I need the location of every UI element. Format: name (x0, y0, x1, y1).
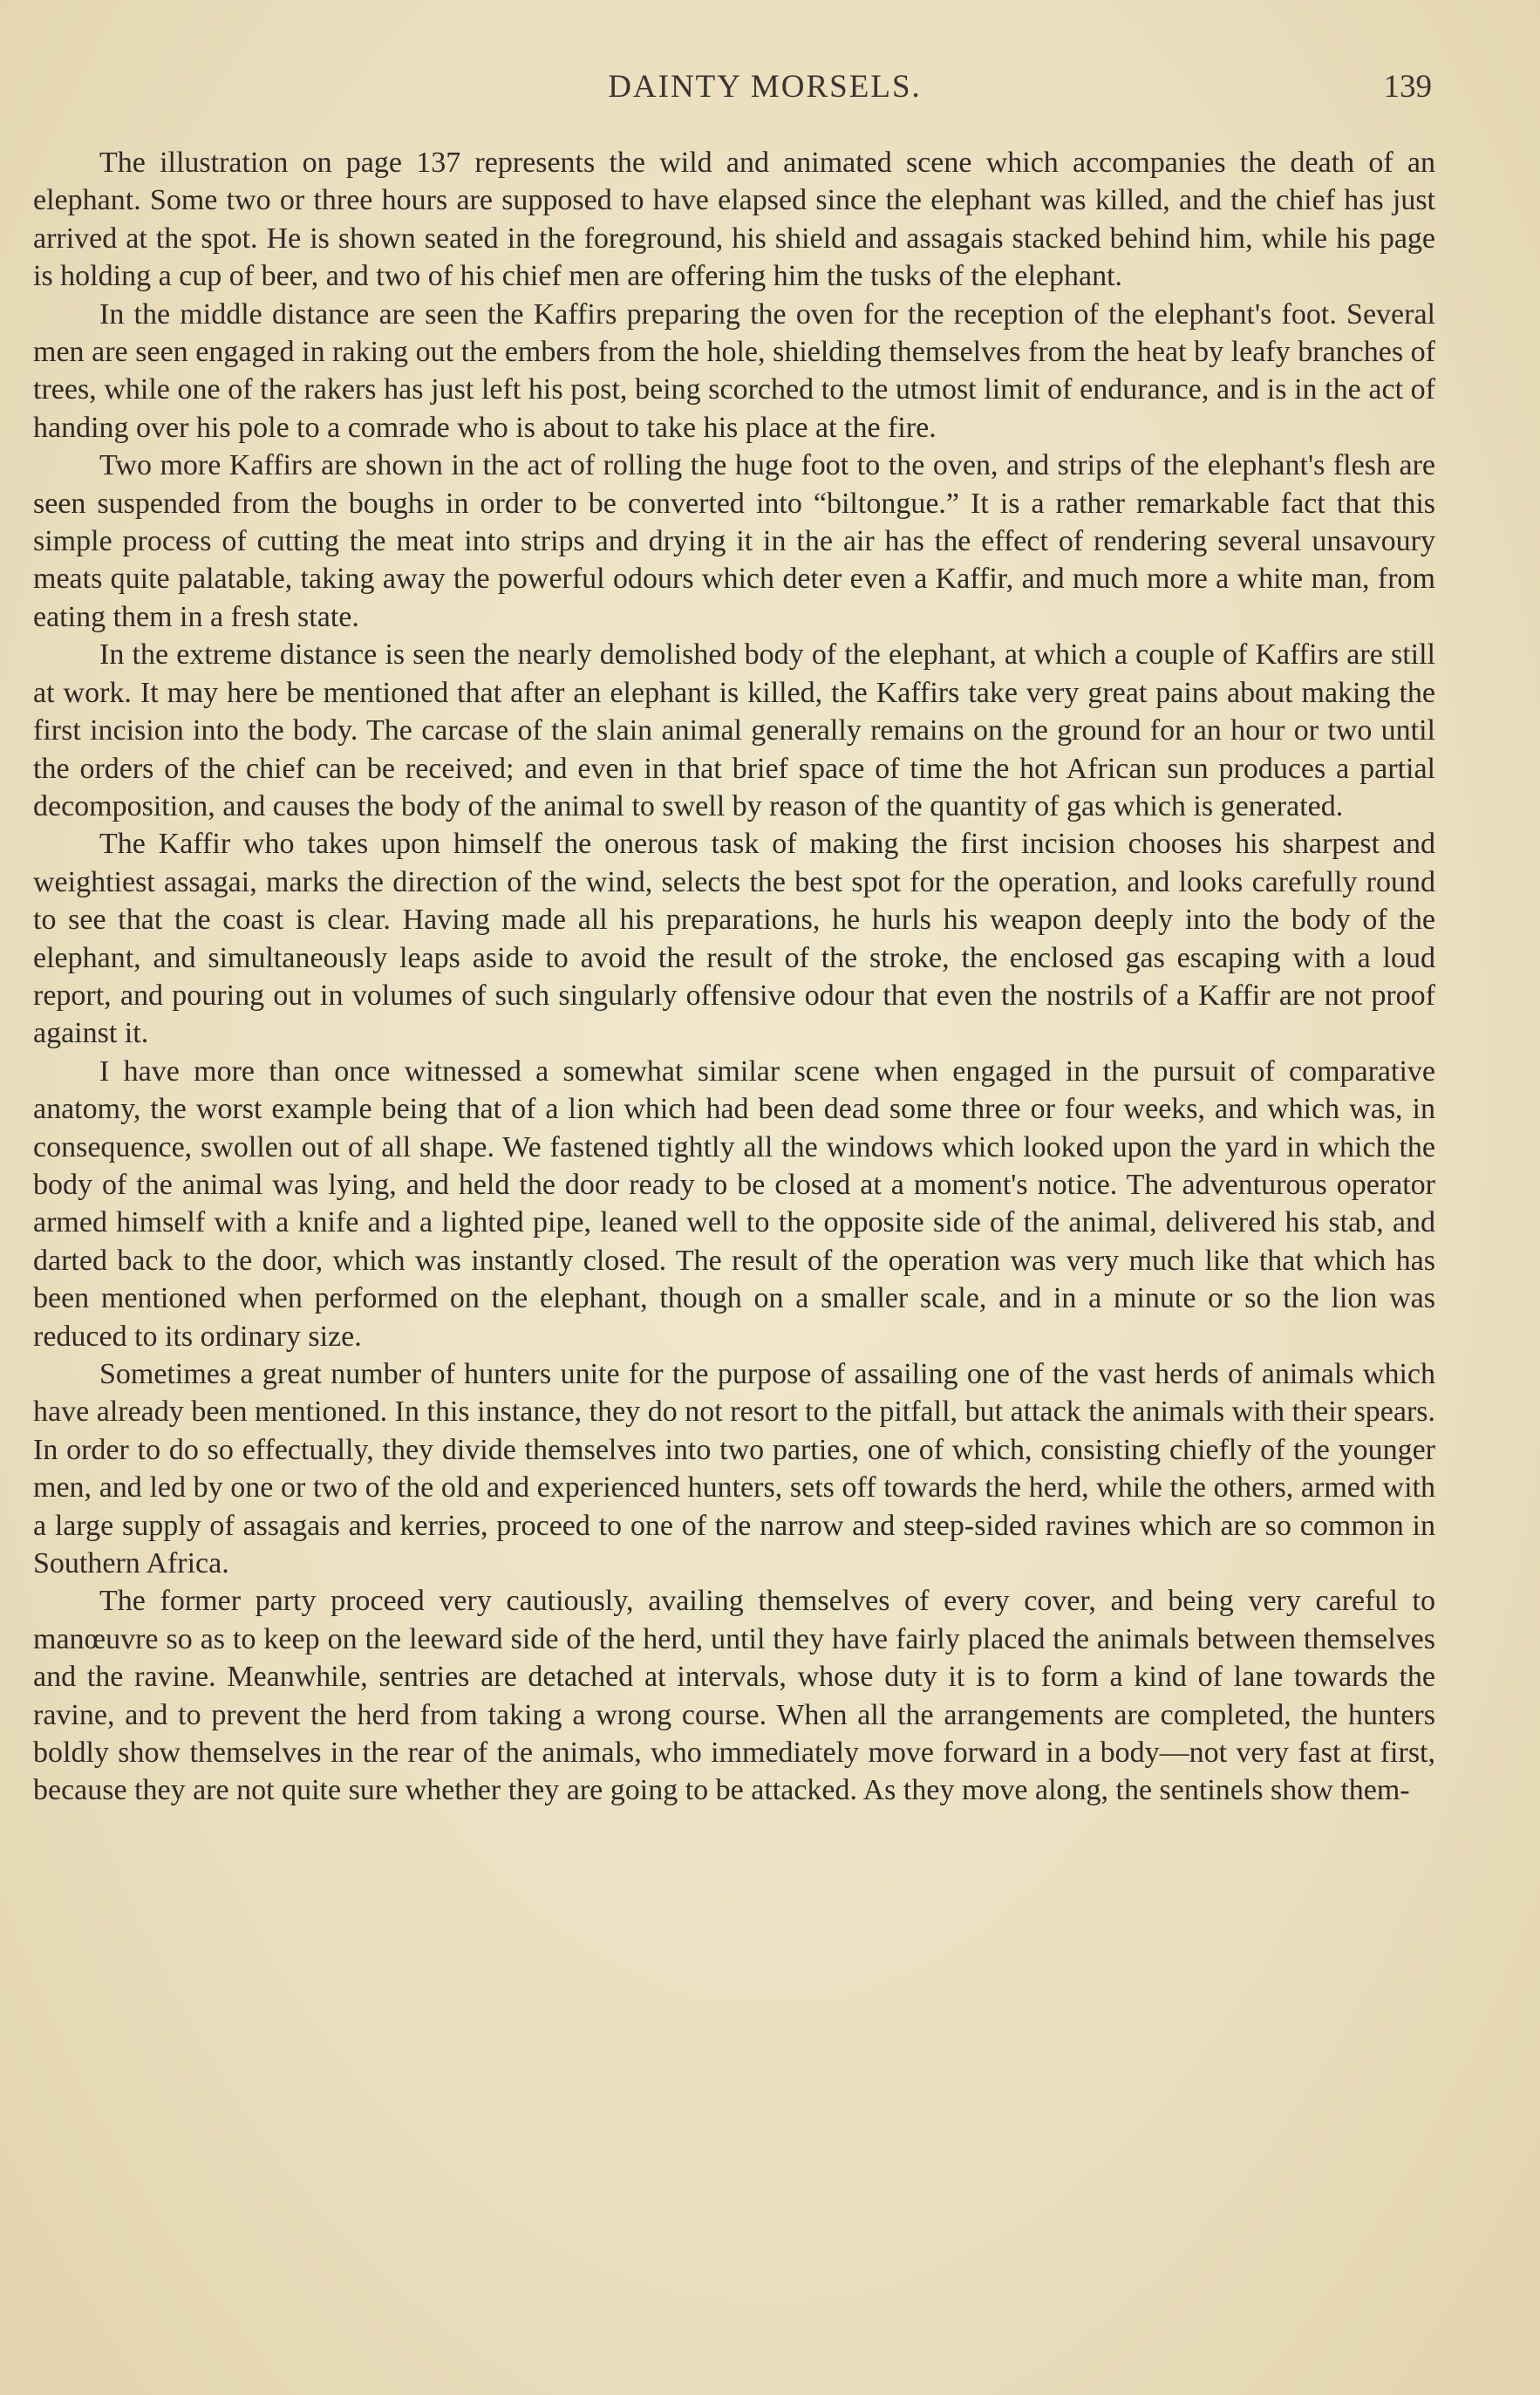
body-text (33, 144, 1435, 1810)
paragraph-2: In the middle distance are seen the Kaffirs preparing the oven for the reception of the elephant's foot. Several men are seen engaged in raking out the embers from the hole, shielding themselves from the heat by leafy branches of trees, while one of the rakers has just left his post, being scorched to the utmost limit of endurance, and is in the act of handing over his pole to a comrade who is about to take his place at the fire. (33, 297, 1435, 444)
paragraph-8: The former party proceed very cautiously, availing themselves of every cover, and being very careful to manœuvre so as to keep on the leeward side of the herd, until they have fairly placed the animals between themselves and the ravine. Meanwhile, sentries are detached at intervals, whose duty it is to form a kind of lane towards the ravine, and to prevent the herd from taking a wrong course. When all the arrangements are completed, the hunters boldly show themselves in the rear of the animals, who immediately move forward in a body—not very fast at first, because they are not quite sure whether they are going to be attacked. As they move along, the sentinels show them- (33, 1585, 1435, 1807)
running-head (98, 68, 1432, 117)
paragraph-4: In the extreme distance is seen the nearly demolished body of the elephant, at which a couple of Kaffirs are still at work. It may here be mentioned that after an elephant is killed, the Kaffirs take very great pains about making the first incision into the body. The carcase of the slain animal generally remains on the ground for an hour or two until the orders of the chief can be received; and even in that brief space of time the hot African sun produces a partial decomposition, and causes the body of the animal to swell by reason of the quantity of gas which is generated. (33, 638, 1435, 822)
paragraph-3: Two more Kaffirs are shown in the act of rolling the huge foot to the oven, and strips of the elephant's flesh are seen suspended from the boughs in order to be converted into “biltongue.” It is a rather remarkable fact that this simple process of cutting the meat into strips and drying it in the air has the effect of rendering several unsavoury meats quite palatable, taking away the powerful odours which deter even a Kaffir, and much more a white man, from eating them in a fresh state. (33, 449, 1435, 633)
page-number: 139 (1383, 69, 1432, 105)
paragraph-5: The Kaffir who takes upon himself the onerous task of making the first incision chooses his sharpest and weightiest assagai, marks the direction of the wind, selects the best spot for the operation, and looks carefully round to see that the coast is clear. Having made all his preparations, he hurls his weapon deeply into the body of the elephant, and simultaneously leaps aside to avoid the result of the stroke, the enclosed gas escaping with a loud report, and pouring out in volumes of such singularly offensive odour that even the nostrils of a Kaffir are not proof against it. (33, 828, 1435, 1050)
paragraph-6: I have more than once witnessed a somewhat similar scene when engaged in the pursuit of comparative anatomy, the worst example being that of a lion which had been dead some three or four weeks, and which was, in consequence, swollen out of all shape. We fastened tightly all the windows which looked upon the yard in which the body of the animal was lying, and held the door ready to be closed at a moment's notice. The adventurous operator armed himself with a knife and a lighted pipe, leaned well to the opposite side of the animal, delivered his stab, and darted back to the door, which was instantly closed. The result of the operation was very much like that which has been mentioned when performed on the elephant, though on a smaller scale, and in a minute or so the lion was reduced to its ordinary size. (33, 1054, 1435, 1353)
paragraph-7: Sometimes a great number of hunters unite for the purpose of assailing one of the vast herds of animals which have already been mentioned. In this instance, they do not resort to the pitfall, but attack the animals with their spears. In order to do so effectually, they divide themselves into two parties, one of which, consisting chiefly of the younger men, and led by one or two of the old and experienced hunters, sets off towards the herd, while the others, armed with a large supply of assagais and kerries, proceed to one of the narrow and steep-sided ravines which are so common in Southern Africa. (33, 1358, 1435, 1580)
running-title: DAINTY MORSELS. (608, 69, 922, 105)
paragraph-1: The illustration on page 137 represents the wild and animated scene which accompanies the death of an elephant. Some two or three hours are supposed to have elapsed since the elephant was killed, and the chief has just arrived at the spot. He is shown seated in the foreground, his shield and assagais stacked behind him, while his page is holding a cup of beer, and two of his chief men are offering him the tusks of the elephant. (33, 147, 1435, 293)
